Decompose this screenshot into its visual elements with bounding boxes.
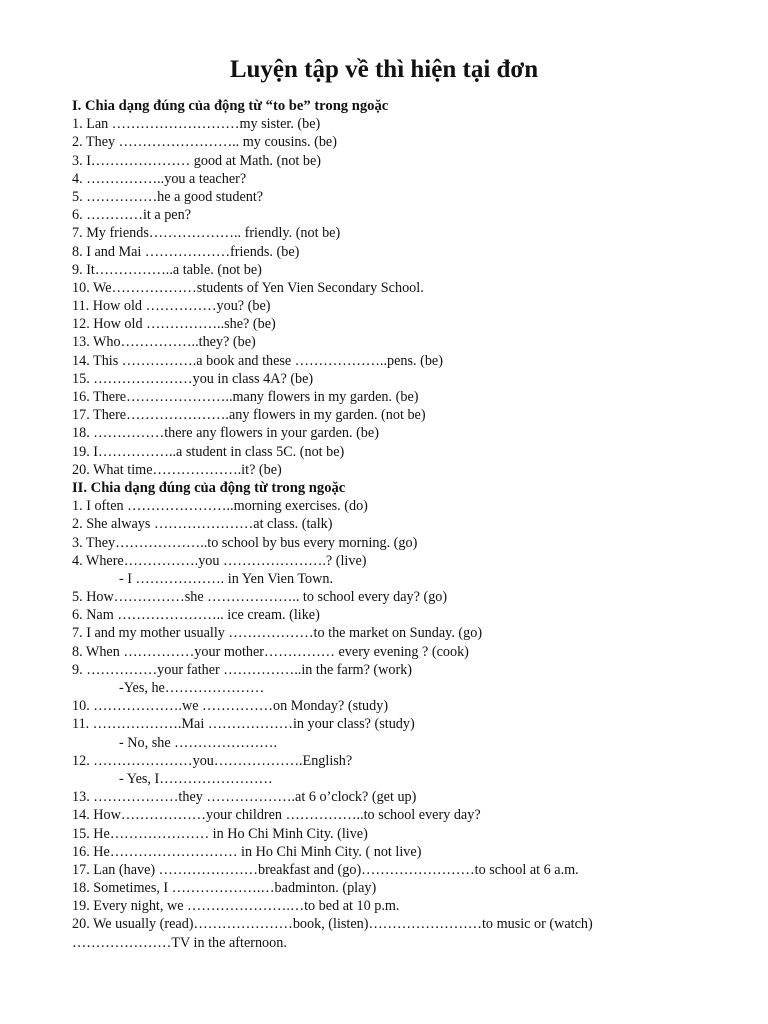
exercise-list [72,97,712,952]
section-heading: I. Chia dạng đúng của động từ “to be” trong ngoặc [72,98,389,114]
exercise-line: 17. There………………….any flowers in my garden. (not be) [72,407,426,424]
exercise-line: 6. Nam ………………….. ice cream. (like) [72,607,320,624]
exercise-line: 19. I……………..a student in class 5C. (not be) [72,443,345,460]
exercise-line: 20. We usually (read)…………………book, (listen)……………………to music or (watch) [72,916,593,933]
exercise-line: 15. He………………… in Ho Chi Minh City. (live) [72,825,368,842]
exercise-line: 8. I and Mai ………………friends. (be) [72,243,300,260]
exercise-line: 7. My friends……………….. friendly. (not be) [72,225,341,242]
exercise-line: 1. I often …………………..morning exercises. (do) [72,498,368,515]
exercise-line: 2. She always …………………at class. (talk) [72,516,333,533]
exercise-line: 16. There…………………..many flowers in my garden. (be) [72,389,419,405]
exercise-line: 10. ……………….we ……………on Monday? (study) [72,698,389,715]
exercise-line: 13. Who……………..they? (be) [72,334,256,351]
exercise-line: 14. This …………….a book and these ………………..pens. (be) [72,352,443,369]
exercise-line: 2. They …………………….. my cousins. (be) [72,134,337,151]
exercise-line: 13. ………………they ……………….at 6 o’clock? (get up) [72,789,417,806]
exercise-line: 17. Lan (have) …………………breakfast and (go)……………………to school at 6 a.m. [72,861,579,878]
exercise-line: 10. We………………students of Yen Vien Secondary School. [72,279,424,296]
exercise-line: 11. ……………….Mai ………………in your class? (study) [72,716,415,733]
exercise-line: 16. He……………………… in Ho Chi Minh City. ( not live) [72,843,422,860]
exercise-line: …………………TV in the afternoon. [72,934,287,951]
exercise-line: -Yes, he………………… [119,680,265,696]
exercise-line: 4. Where…………….you ………………….? (live) [72,552,367,569]
exercise-line: 20. What time……………….it? (be) [72,461,282,478]
exercise-line: 9. ……………your father ……………..in the farm? (work) [72,661,413,678]
exercise-line: 5. How……………she ……………….. to school every day? (go) [72,589,448,606]
exercise-line: 8. When ……………your mother…………… every evening ? (cook) [72,643,469,660]
section-heading: II. Chia dạng đúng của động từ trong ngoặc [72,479,346,496]
exercise-line: 19. Every night, we ………………….…to bed at 10 p.m. [72,898,400,915]
exercise-line: 6. …………it a pen? [72,207,191,224]
exercise-line: 1. Lan ………………………my sister. (be) [72,116,321,133]
exercise-line: 12. …………………you……………….English? [72,752,353,769]
exercise-line: 14. How………………your children ……………..to school every day? [72,807,481,824]
exercise-line: 18. ……………there any flowers in your garden. (be) [72,425,379,442]
exercise-line: 15. …………………you in class 4A? (be) [72,370,314,387]
exercise-line: 18. Sometimes, I ……………….…badminton. (play) [72,880,377,897]
exercise-line: - I ………………. in Yen Vien Town. [119,570,333,587]
exercise-line: - Yes, I…………………… [119,770,273,787]
exercise-line: 12. How old ……………..she? (be) [72,316,276,333]
exercise-line: 9. It……………..a table. (not be) [72,261,262,278]
exercise-line: 5. ……………he a good student? [72,188,264,205]
page-title: Luyện tập về thì hiện tại đơn [229,56,539,83]
exercise-line: 11. How old ……………you? (be) [72,298,271,315]
exercise-line: 4. ……………..you a teacher? [72,170,247,187]
exercise-line: 7. I and my mother usually ………………to the market on Sunday. (go) [72,625,483,642]
exercise-line: 3. They………………..to school by bus every morning. (go) [72,534,418,551]
exercise-line: - No, she …………………. [119,734,278,751]
exercise-line: 3. I………………… good at Math. (not be) [72,152,322,169]
